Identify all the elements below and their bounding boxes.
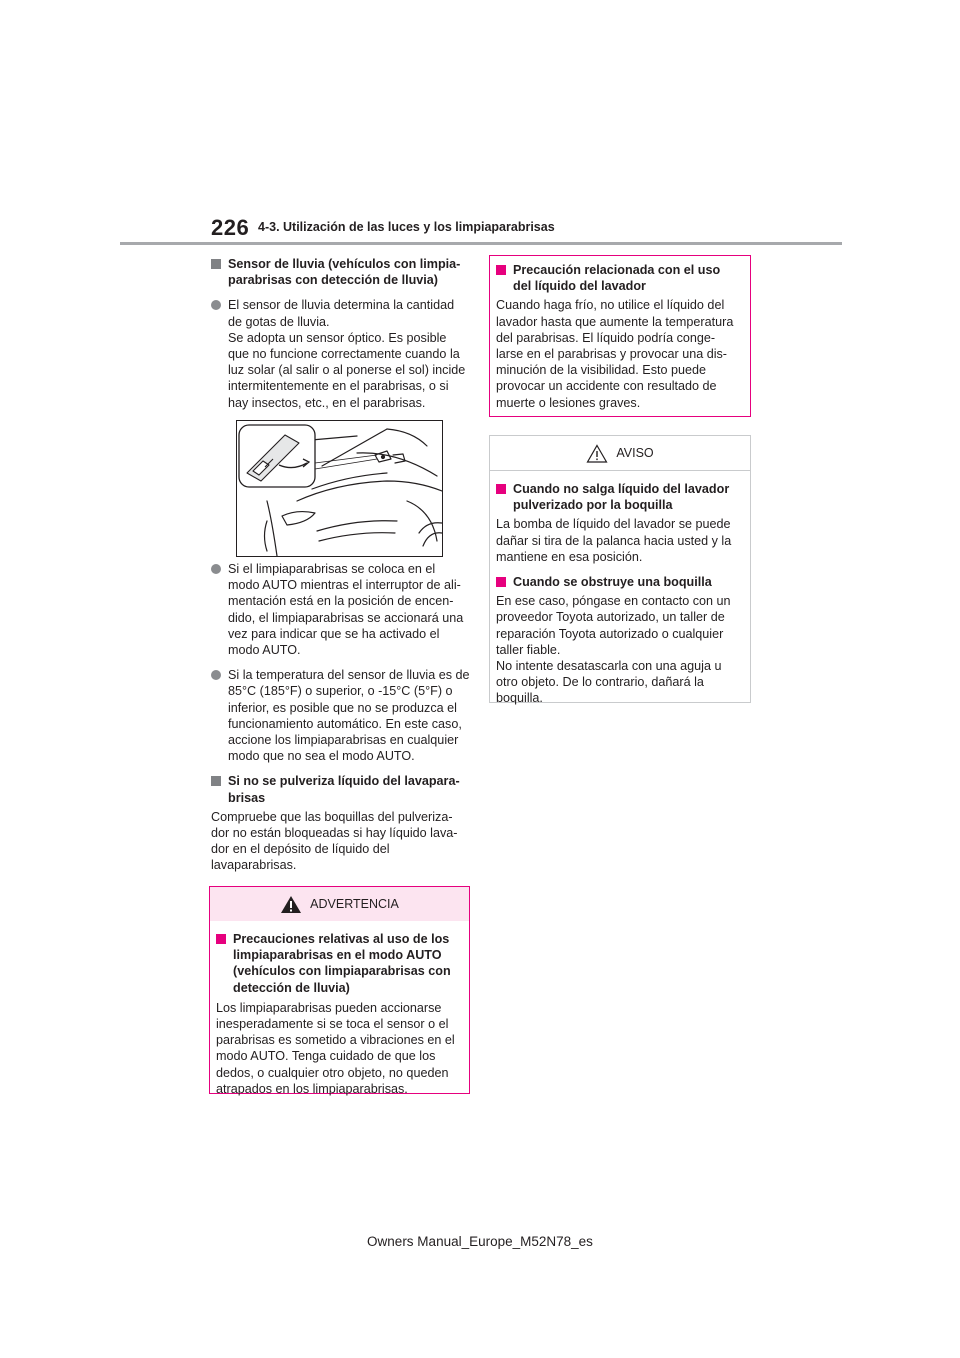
car-windshield-sensor-figure xyxy=(237,421,442,556)
washer-fluid-body: Compruebe que las boquillas del pulveriza- dor no están bloqueadas si hay líquido lava- dor en el depósito de líquido del lavaparabrisas. xyxy=(211,809,458,873)
square-bullet-icon xyxy=(211,259,221,269)
warning-body: Los limpiaparabrisas pueden accionarse inesperadamente si se toca el sensor o el parabrisas es sometido a vibraciones en el modo AUTO. Tenga cuidado de que los dedos, o cualquier otro objeto, no queden atrapados en los limpiaparabrisas. xyxy=(216,1000,455,1096)
notice-heading-1: Cuando no salga líquido del lavador pulverizado por la boquilla xyxy=(496,481,744,513)
warning-box-header xyxy=(210,887,469,921)
rain-sensor-bullet-3: Si la temperatura del sensor de lluvia es de 85°C (185°F) o superior, o -15°C (5°F) o inferior, es posible que no se produzca el funcionamiento automático. En este caso, accione los limpiaparabrisas en cualquier modo que no sea el modo AUTO. xyxy=(211,667,471,764)
square-bullet-icon xyxy=(496,265,506,275)
square-bullet-icon xyxy=(496,577,506,587)
notice-triangle-icon xyxy=(586,444,608,463)
warning-heading: Precauciones relativas al uso de los limpiaparabrisas en el modo AUTO (vehículos con limpiaparabrisas con detección de lluvia) xyxy=(216,931,463,996)
round-bullet-icon xyxy=(211,670,221,680)
rain-sensor-illustration xyxy=(236,420,443,557)
warning-box-continued xyxy=(489,255,751,417)
footer-text: Owners Manual_Europe_M52N78_es xyxy=(367,1234,593,1249)
notice-label: AVISO xyxy=(616,445,654,460)
square-bullet-icon xyxy=(496,484,506,494)
square-bullet-icon xyxy=(216,934,226,944)
rain-sensor-bullet-2: Si el limpiaparabrisas se coloca en el modo AUTO mientras el interruptor de ali- mentación está en la posición de encen- dido, el limpiaparabrisas se accionará una vez para indicar que se ha activado el modo AUTO. xyxy=(211,561,471,658)
washer-fluid-heading: Si no se pulveriza líquido del lavapara- brisas xyxy=(211,773,471,805)
warning-triangle-icon xyxy=(280,895,302,914)
section-title: 4-3. Utilización de las luces y los limpiaparabrisas xyxy=(258,220,555,234)
washer-caution-heading: Precaución relacionada con el uso del líquido del lavador xyxy=(496,262,744,294)
left-column-middle xyxy=(211,561,471,874)
rain-sensor-bullet-1: El sensor de lluvia determina la cantidad de gotas de lluvia. Se adopta un sensor óptico. Es posible que no funcione correctamente cuando la luz solar (al salir o al ponerse el sol) incide intermitentemente en el parabrisas, o si hay insectos, etc., en el parabrisas. xyxy=(211,297,471,410)
notice-box-header xyxy=(490,436,750,471)
warning-box xyxy=(209,886,470,1094)
page-number: 226 xyxy=(211,215,250,240)
square-bullet-icon xyxy=(211,776,221,786)
round-bullet-icon xyxy=(211,564,221,574)
rain-sensor-heading: Sensor de lluvia (vehículos con limpia- parabrisas con detección de lluvia) xyxy=(211,256,471,288)
left-column-top xyxy=(211,256,471,411)
washer-caution-body: Cuando haga frío, no utilice el líquido del lavador hasta que aumente la temperatura del parabrisas. El líquido podría conge- larse en el parabrisas y provocar una dis- minución de la visibilidad. Esto puede provocar un accidente con resultado de muerte o lesiones graves. xyxy=(496,298,734,410)
warning-label: ADVERTENCIA xyxy=(310,896,399,911)
round-bullet-icon xyxy=(211,300,221,310)
notice-box xyxy=(489,435,751,706)
notice-heading-2: Cuando se obstruye una boquilla xyxy=(496,574,744,590)
header-rule xyxy=(120,242,842,245)
notice-body-1: La bomba de líquido del lavador se puede dañar si tira de la palanca hacia usted y la mantiene en esa posición. xyxy=(496,517,732,564)
notice-body-2: En ese caso, póngase en contacto con un proveedor Toyota autorizado, un taller de reparación Toyota autorizado o cualquier taller fiable. No intente desatascarla con una aguja u otro objeto. De lo contrario, dañará la boquilla. xyxy=(496,594,731,706)
